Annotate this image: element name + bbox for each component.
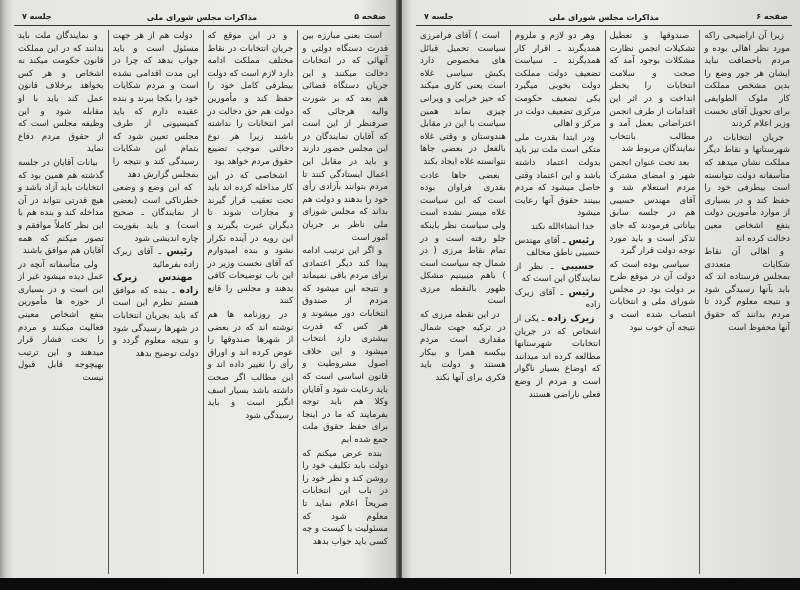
paragraph-text: بعد تحت عنوان انجمن شهر و امضای مشترک مردم استعلام شد و آقای مهندس حسیبی هم در جلسه سابق بیاناتی فرمودند که جای تذکر است و باید مورد توجه دولت قرار گیرد (609, 157, 696, 257)
text-column (14, 30, 108, 574)
speaker-name: حسیبی (561, 260, 595, 272)
paragraph-text: و نمایندگان ملت باید بدانند که در این مملکت قانون حکومت میکند نه اشخاص و هر کس بخواهد برخلاف قانون عمل کند باید با او مقابله شود و این وظیفه مجلس است که از حقوق مردم دفاع نماید (18, 31, 104, 155)
paragraph (113, 30, 199, 181)
paragraph (704, 246, 790, 334)
paragraph (18, 30, 104, 156)
session-label: جلسه ۷ (424, 12, 454, 21)
paragraph (18, 259, 104, 385)
paragraph-text: اشخاصی که در این کار مداخله کرده اند باید تحت تعقیب قرار گیرند و مجازات شوند تا دیگران عبرت بگیرند و این رویه در آینده تکرار نشود و بنده امیدوارم که آقای نخست وزیر در این باب توضیحات کافی بدهند و مجلس را قانع کنند (207, 170, 294, 307)
left-page (0, 0, 398, 578)
page-header (14, 10, 390, 26)
speaker-name: زیرک زاده (547, 313, 595, 325)
paragraph (18, 157, 104, 258)
paragraph (302, 30, 388, 244)
paragraph-text: در این نقطه مرزی که در ترکیه جهت شمال مقداری است مردم بیکسه همرا و بیکار هستند و دولت باید فکری برای آنها بکند (420, 310, 506, 384)
scan-edge (0, 578, 800, 590)
paragraph (420, 170, 506, 309)
paragraph-text: خدا انشاءالله نکند (531, 221, 595, 232)
paragraph (113, 182, 199, 245)
paragraph (515, 132, 601, 220)
paragraph-text: ودر ابتدا بقدرت ملی متکی است ملت نیز باید بدولت اعتماد داشته باشد و این اعتماد وقتی حاصل میشود که مردم ببینند حقوق آنها رعایت میشود (514, 132, 601, 219)
right-page (402, 0, 800, 578)
speaker-paragraph (113, 246, 199, 271)
paragraph (610, 157, 696, 258)
paragraph (302, 448, 388, 549)
paragraph-text: و در این موقع که جریان انتخابات در نقاط مختلف مملکت ادامه دارد لازم است که دولت بیطرفی کامل خود را حفظ کند و مأمورین دولت هم حق دخالت در امر انتخابات را نداشته باشند زیرا هر نوع دخالتی موجب تضییع حقوق مردم خواهد بود (207, 31, 294, 167)
text-column (416, 30, 510, 574)
paragraph (515, 30, 601, 131)
paragraph-text: ـ آقای زیرک زاده (514, 287, 601, 311)
paragraph-text: سیاسی بوده است که دولت آن در موقع طرح بر دولت بود در مجلس شورای ملی و انتخابات انتصاب شده است و نتیجه آن خوب نبود (609, 259, 696, 333)
paragraph (610, 30, 696, 156)
paragraph-text: وهر دو لازم و ملزوم همدیگرند ـ اقرار کار همدیگرند ـ سیاست تضعیف دولت مملکت دولت بخوبی میگیرد یکی تضعیف حکومت مرکزی تضعیف دولت در مرکز و اهالی (514, 31, 601, 130)
paragraph (704, 132, 790, 245)
paragraph (704, 30, 790, 131)
text-column (510, 30, 605, 574)
speaker-paragraph (515, 261, 601, 286)
paragraph-text: و اهالی آن نقاط شکایات متعددی بمجلس فرستاده اند که باید بآنها رسیدگی شود و نتیجه معلوم گردد تا مردم بدانند که حقوق آنها محفوظ است (704, 247, 790, 333)
paragraph-text: جریان انتخابات در شهرستانها و نقاط دیگر مملکت نشان میدهد که متأسفانه دولت نتوانسته است بیطرفی خود را حفظ کند و در بسیاری از موارد مأمورین دولت بنفع اشخاص معین دخالت کرده اند (704, 132, 790, 244)
text-column (699, 30, 794, 574)
speaker-name: رئیس (568, 234, 595, 246)
paragraph (515, 221, 601, 234)
paragraph-text: بنده عرض میکنم که دولت باید تکلیف خود را روشن کند و نظر خود را در باب این انتخابات صریحاً اعلام نماید تا معلوم شود که مسئولیت با کیست و چه کسی باید جواب بدهد (302, 448, 388, 547)
paragraph (302, 245, 388, 447)
paragraph-text: بعضی جاها عادت بقدری فراوان بوده است که این سیاست غلاه میسر نشده است ولی سیاست نظر باینکه جلو رفته است و در تمام نقاط مرزی ( در شمال چه سیاست است ) باهم میبینیم مشکل ظهور بالنقطه مرزی است (420, 170, 506, 307)
paragraph-text: ـ بنده که موافق هستم نظرم این است که باید بجریان انتخابات در شهرها رسیدگی شود و نتیجه معلوم گردد و دولت توضیح بدهد (112, 285, 199, 359)
text-column (203, 30, 298, 574)
speaker-paragraph (113, 272, 199, 360)
speaker-name: رئیس (568, 286, 595, 298)
paragraph (208, 30, 294, 169)
paragraph-text: بیانات آقایان در جلسه گذشته هم همین بود که انتخابات باید آزاد باشد و هیچ قدرتی نتواند در آن مداخله کند و بنده هم با این نظر کاملاً موافقم و تصور میکنم که همه آقایان هم موافق باشند (18, 157, 104, 257)
running-title: مذاکرات مجلس شورای ملی (548, 13, 660, 22)
paragraph-text: در روزنامه ها هم نوشته اند که در بعضی از شهرها صندوقها را عوض کرده اند و اوراق رأی را تغییر داده اند و این مطالب اگر صحت داشته باشد بسیار اسف انگیز است و باید رسیدگی شود (207, 310, 294, 421)
text-column (297, 30, 392, 574)
paragraph-text: صندوقها و تعطیل تشکیلات انجمن نظارت مشکلات بوجود آمد که صحت و سلامت انتخابات را بخطر انداخت و در اثر این اقدامات از طرف انجمن اعتراضاتی بعمل آمد و مطالب بانتخاب نمایندگان مربوط شد (609, 31, 696, 155)
text-columns (14, 30, 392, 574)
paragraph-text: که این وضع و وضعی خطرناکی است (بعضی از نمایندگان ـ صحیح است) و باید بفوریت چاره اندیشی شود (112, 183, 199, 244)
paragraph-text: دولت هم از هر جهت مسئول است و باید جواب بدهد که چرا در این مدت اقدامی نشده است و مردم شکایات خود را بکجا ببرند و بنده عقیده دارم که باید کمیسیونی از طرف مجلس تعیین شود که بتمام این شکایات رسیدگی کند و نتیجه را بمجلس گزارش دهد (112, 31, 199, 180)
speaker-name: رئیس (166, 246, 193, 258)
text-columns (416, 30, 794, 574)
paragraph-text: ـ آقای زیرک زاده بفرمائید (112, 247, 199, 270)
paragraph (208, 309, 294, 422)
speaker-name: مهندس زیرک زاده (112, 272, 199, 296)
paragraph (420, 30, 506, 169)
paragraph-text: ـ یکی از اشخاص که در جریان انتخابات شهرستانها مطالعه کرده اند میدانند که اوضاع بسیار ناگوار است و مردم از وضع فعلی ناراضی هستند (514, 314, 601, 400)
session-label: جلسه ۷ (22, 12, 52, 21)
paragraph-text: ـ آقای مهندس حسیبی ناطق مخالف (514, 235, 601, 259)
paragraph-text: ولی متأسفانه آنچه در عمل دیده میشود غیر از این است و در بسیاری از حوزه ها مأمورین بنفع اشخاص معینی فعالیت میکنند و مردم را تحت فشار قرار میدهند و این ترتیب بهیچوجه قابل قبول نیست (18, 259, 104, 384)
paragraph-text: است بعنی مبارزه بین قدرت دستگاه دولتی و آنهائی که در انتخابات دخالت میکنند و این جریان دستگاه قضائی هم بعد که بر شورت والیه هرجائی که صرفنظر از این است که آقایان نمایندگان در این مجلس حضور دارند و باید در مقابل این اعمال ایستادگی کنند تا مردم بتوانند بآزادی رأی خود را بدهند و دولت هم بداند که مجلس شورای ملی ناظر بر جریان امور است (302, 31, 388, 243)
paragraph-text: و اگر این ترتیب ادامه پیدا کند دیگر اعتمادی برای مردم باقی نمیماند و نتیجه این میشود که مردم از صندوق انتخابات دور میشوند و هر کس که قدرت بیشتری دارد انتخاب میشود و این خلاف اصول مشروطیت و قانون اساسی است که باید رعایت شود و آقایان وکلا هم باید توجه بفرمایند که ما در اینجا برای حفظ حقوق ملت جمع شده ایم (302, 246, 388, 445)
speaker-paragraph (515, 235, 601, 260)
text-column (605, 30, 700, 574)
speaker-paragraph (515, 287, 601, 312)
page-number: صفحه ۶ (756, 12, 788, 21)
text-column (108, 30, 203, 574)
paragraph-text: زیرا آن اراضیحی راکه مورد نظر اهالی بوده و مردم باحضاقت نباید ایشان هر جور وضع را بدین مشخص مملکت کار ملوک الطوایفی برای تحویل آقای نخست وزیر اعلام کردند (704, 31, 790, 130)
paragraph-text: است ) آقای فرامرزی سیاست تحمیل قبائل های مخصوص دارد یکبش سیاسی غلاه است یعنی کاری میکند که حیز خرابی و ویرانی چیزی نماند همین سیاست با این در مقابل هندوستان و وقتی غلاه بالفعل در بعضی جاها نتوانسته غلاه ایجاد بکند (420, 31, 506, 167)
running-title: مذاکرات مجلس شورای ملی (146, 13, 258, 22)
paragraph (610, 259, 696, 335)
speaker-paragraph (515, 313, 601, 401)
paragraph (420, 309, 506, 385)
page-header (416, 10, 792, 26)
paragraph-text: ـ نظر از نمایندگان این است که (514, 261, 601, 285)
paragraph (208, 170, 294, 309)
page-number: صفحه ۵ (354, 12, 386, 21)
